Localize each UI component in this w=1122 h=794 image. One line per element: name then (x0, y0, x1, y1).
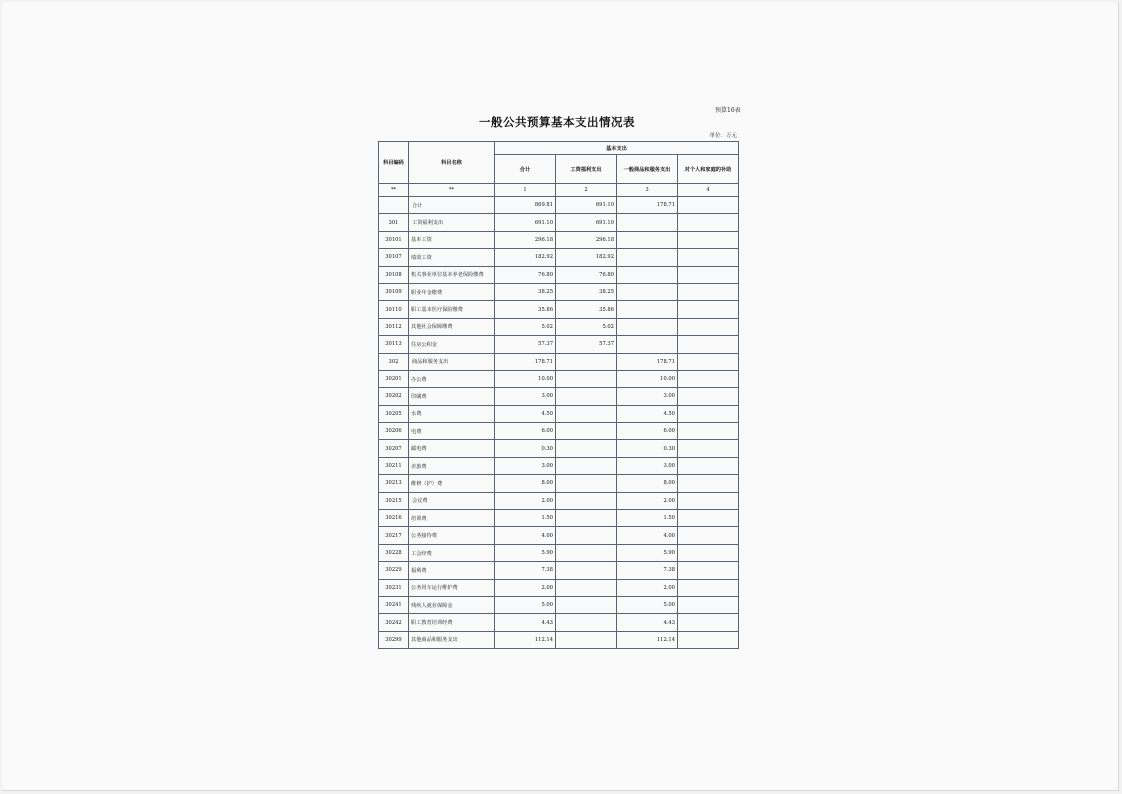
row-subsidy (678, 596, 739, 613)
index-cell: 2 (556, 184, 617, 197)
row-salary: 38.25 (556, 283, 617, 300)
row-name: 残疾人就业保障金 (409, 596, 495, 613)
row-name: 职业年金缴费 (409, 283, 495, 300)
row-subsidy (678, 562, 739, 579)
row-salary (556, 457, 617, 474)
row-total: 3.00 (495, 457, 556, 474)
table-row (379, 423, 739, 440)
row-goods: 5.90 (617, 544, 678, 561)
row-code: 30229 (379, 562, 409, 579)
row-total: 6.00 (495, 423, 556, 440)
row-subsidy (678, 492, 739, 509)
row-subsidy (678, 527, 739, 544)
row-name: 维修（护）费 (409, 475, 495, 492)
row-total: 57.37 (495, 336, 556, 353)
row-name: 机关事业单位基本养老保险缴费 (409, 266, 495, 283)
header-basic-expense: 基本支出 (495, 142, 739, 155)
table-row (379, 353, 739, 370)
row-name: 办公费 (409, 370, 495, 387)
row-goods: 10.00 (617, 370, 678, 387)
row-code: 30215 (379, 492, 409, 509)
row-code: 30108 (379, 266, 409, 283)
table-row (379, 631, 739, 648)
row-code: 302 (379, 353, 409, 370)
row-name: 培训费 (409, 510, 495, 527)
table-row (379, 492, 739, 509)
row-name: 工会经费 (409, 544, 495, 561)
row-subsidy (678, 405, 739, 422)
row-subsidy (678, 510, 739, 527)
row-name: 邮电费 (409, 440, 495, 457)
table-row (379, 614, 739, 631)
index-cell: 4 (678, 184, 739, 197)
row-subsidy (678, 197, 739, 214)
row-salary: 182.92 (556, 249, 617, 266)
row-code: 30202 (379, 388, 409, 405)
row-total: 182.92 (495, 249, 556, 266)
row-goods (617, 214, 678, 231)
table-row (379, 197, 739, 214)
table-row (379, 475, 739, 492)
form-number: 预算16表 (715, 107, 741, 114)
row-goods: 0.30 (617, 440, 678, 457)
row-total: 76.80 (495, 266, 556, 283)
header-total: 合计 (495, 155, 556, 184)
row-code: 30213 (379, 475, 409, 492)
row-code (379, 197, 409, 214)
table-row (379, 214, 739, 231)
row-salary (556, 562, 617, 579)
row-code: 30217 (379, 527, 409, 544)
row-goods (617, 336, 678, 353)
table-row (379, 510, 739, 527)
row-code: 30207 (379, 440, 409, 457)
header-code: 科目编码 (379, 142, 409, 184)
row-salary (556, 579, 617, 596)
unit-label: 单位：万元 (709, 133, 737, 139)
index-cell: ** (379, 184, 409, 197)
row-goods: 2.00 (617, 579, 678, 596)
row-goods (617, 249, 678, 266)
index-cell: ** (409, 184, 495, 197)
row-salary (556, 405, 617, 422)
table-row (379, 388, 739, 405)
row-subsidy (678, 214, 739, 231)
row-name: 福利费 (409, 562, 495, 579)
row-goods: 2.00 (617, 492, 678, 509)
row-salary: 35.86 (556, 301, 617, 318)
row-salary (556, 527, 617, 544)
row-total: 112.14 (495, 631, 556, 648)
row-salary: 691.10 (556, 214, 617, 231)
row-subsidy (678, 353, 739, 370)
row-code: 30216 (379, 510, 409, 527)
row-goods: 112.14 (617, 631, 678, 648)
row-goods: 4.50 (617, 405, 678, 422)
row-name: 公务用车运行维护费 (409, 579, 495, 596)
table-row (379, 544, 739, 561)
row-goods (617, 266, 678, 283)
table-row (379, 249, 739, 266)
table-row (379, 457, 739, 474)
row-name: 其他商品和服务支出 (409, 631, 495, 648)
row-subsidy (678, 423, 739, 440)
row-total: 4.50 (495, 405, 556, 422)
document-page (2, 2, 1119, 791)
table-row (379, 527, 739, 544)
row-subsidy (678, 440, 739, 457)
row-total: 3.00 (495, 388, 556, 405)
row-name: 印刷费 (409, 388, 495, 405)
row-subsidy (678, 283, 739, 300)
row-salary: 691.10 (556, 197, 617, 214)
row-name: 合计 (409, 197, 495, 214)
row-salary (556, 440, 617, 457)
row-salary (556, 631, 617, 648)
row-goods: 1.50 (617, 510, 678, 527)
row-subsidy (678, 614, 739, 631)
row-subsidy (678, 388, 739, 405)
table-row (379, 440, 739, 457)
row-name: 职工教育培训经费 (409, 614, 495, 631)
row-name: 基本工资 (409, 231, 495, 248)
row-name: 差旅费 (409, 457, 495, 474)
row-goods: 6.00 (617, 423, 678, 440)
row-subsidy (678, 336, 739, 353)
row-total: 5.90 (495, 544, 556, 561)
row-total: 178.71 (495, 353, 556, 370)
header-goods: 一般商品和服务支出 (617, 155, 678, 184)
row-code: 30109 (379, 283, 409, 300)
index-cell: 1 (495, 184, 556, 197)
row-name: 住房公积金 (409, 336, 495, 353)
row-name: 会议费 (409, 492, 495, 509)
row-subsidy (678, 457, 739, 474)
row-total: 869.81 (495, 197, 556, 214)
row-code: 30112 (379, 318, 409, 335)
row-code: 301 (379, 214, 409, 231)
row-salary (556, 423, 617, 440)
row-total: 10.00 (495, 370, 556, 387)
row-subsidy (678, 544, 739, 561)
table-row (379, 370, 739, 387)
row-goods (617, 318, 678, 335)
row-salary (556, 353, 617, 370)
row-code: 30206 (379, 423, 409, 440)
row-name: 工资福利支出 (409, 214, 495, 231)
row-subsidy (678, 318, 739, 335)
row-total: 38.25 (495, 283, 556, 300)
row-subsidy (678, 631, 739, 648)
row-code: 30205 (379, 405, 409, 422)
row-total: 35.86 (495, 301, 556, 318)
header-subsidy: 对个人和家庭的补助 (678, 155, 739, 184)
row-total: 5.00 (495, 596, 556, 613)
row-goods: 7.38 (617, 562, 678, 579)
row-total: 691.10 (495, 214, 556, 231)
row-total: 2.00 (495, 579, 556, 596)
row-salary: 296.18 (556, 231, 617, 248)
row-code: 30299 (379, 631, 409, 648)
row-total: 2.00 (495, 492, 556, 509)
row-name: 绩效工资 (409, 249, 495, 266)
table-row (379, 231, 739, 248)
row-salary: 57.37 (556, 336, 617, 353)
row-goods: 178.71 (617, 197, 678, 214)
row-subsidy (678, 249, 739, 266)
row-salary (556, 388, 617, 405)
row-code: 30107 (379, 249, 409, 266)
row-goods: 3.00 (617, 457, 678, 474)
row-code: 30201 (379, 370, 409, 387)
row-total: 0.30 (495, 440, 556, 457)
index-row (379, 184, 739, 197)
row-code: 30242 (379, 614, 409, 631)
row-code: 30211 (379, 457, 409, 474)
row-total: 7.38 (495, 562, 556, 579)
row-salary (556, 614, 617, 631)
row-goods: 8.00 (617, 475, 678, 492)
index-cell: 3 (617, 184, 678, 197)
row-salary: 76.80 (556, 266, 617, 283)
row-code: 30101 (379, 231, 409, 248)
row-subsidy (678, 301, 739, 318)
row-name: 职工基本医疗保险缴费 (409, 301, 495, 318)
row-code: 30228 (379, 544, 409, 561)
table-row (379, 405, 739, 422)
row-code: 30113 (379, 336, 409, 353)
row-subsidy (678, 266, 739, 283)
row-name: 水费 (409, 405, 495, 422)
row-salary (556, 370, 617, 387)
row-goods: 5.00 (617, 596, 678, 613)
row-salary: 5.02 (556, 318, 617, 335)
row-total: 296.18 (495, 231, 556, 248)
row-name: 公务接待费 (409, 527, 495, 544)
table-row (379, 579, 739, 596)
row-goods (617, 301, 678, 318)
row-subsidy (678, 475, 739, 492)
row-total: 1.50 (495, 510, 556, 527)
row-subsidy (678, 579, 739, 596)
row-total: 8.00 (495, 475, 556, 492)
table-row (379, 283, 739, 300)
row-goods (617, 283, 678, 300)
table-row (379, 301, 739, 318)
row-goods: 4.43 (617, 614, 678, 631)
row-goods: 4.00 (617, 527, 678, 544)
row-code: 30231 (379, 579, 409, 596)
row-goods: 178.71 (617, 353, 678, 370)
row-code: 30241 (379, 596, 409, 613)
header-name: 科目名称 (409, 142, 495, 184)
table-row (379, 596, 739, 613)
row-total: 5.02 (495, 318, 556, 335)
table-row (379, 266, 739, 283)
row-total: 4.43 (495, 614, 556, 631)
table-row (379, 318, 739, 335)
row-subsidy (678, 231, 739, 248)
row-salary (556, 492, 617, 509)
row-name: 商品和服务支出 (409, 353, 495, 370)
row-code: 30110 (379, 301, 409, 318)
row-salary (556, 544, 617, 561)
row-name: 电费 (409, 423, 495, 440)
table-row (379, 562, 739, 579)
table-row (379, 336, 739, 353)
row-name: 其他社会保障缴费 (409, 318, 495, 335)
row-subsidy (678, 370, 739, 387)
row-total: 4.00 (495, 527, 556, 544)
budget-table (378, 141, 739, 649)
row-goods: 3.00 (617, 388, 678, 405)
page-title: 一般公共预算基本支出情况表 (479, 115, 635, 129)
row-salary (556, 510, 617, 527)
row-goods (617, 231, 678, 248)
header-row-1 (379, 142, 739, 155)
row-salary (556, 475, 617, 492)
header-salary: 工资福利支出 (556, 155, 617, 184)
row-salary (556, 596, 617, 613)
